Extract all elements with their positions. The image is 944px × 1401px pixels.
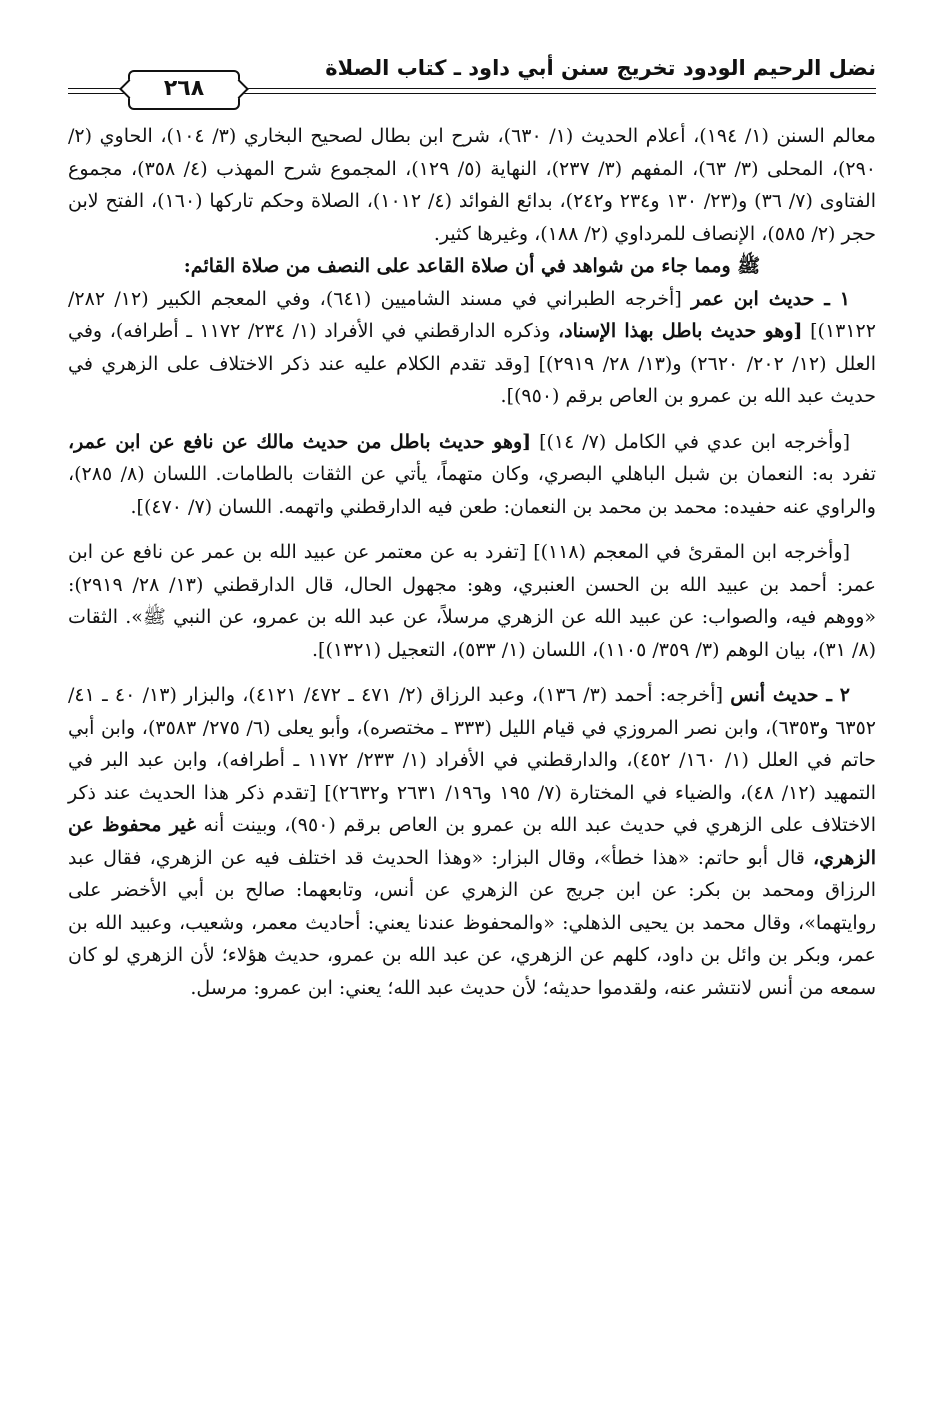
paragraph — [68, 426, 876, 524]
bold-text-segment: غير محفوظ عن الزهري، — [68, 814, 876, 869]
text-segment: [وأخرجه ابن عدي في الكامل (٧/ ١٤)] — [531, 430, 850, 453]
page-body — [68, 120, 876, 1004]
text-segment: [أخرجه: أحمد (٣/ ١٣٦)، وعبد الرزاق (٢/ ٤٧١ ـ ٤٧٢/ ٤١٢١)، والبزار (١٣/ ٤٠ ـ ٤١/ ٦٣٥٢ و٦٣٥٣)، وابن نصر المروزي في قيام الليل (٣٣٣ ـ مختصره)، وأبو يعلى (٦/ ٢٧٥/ ٣٥٨٣)، وابن أبي حاتم في العلل (١/ ١٦٠/ ٤٥٢)، والدارقطني في الأفراد (١/ ٢٣٣/ ١١٧٢ ـ أطرافه)، وابن عبد البر في التمهيد (١٢/ ٤٨)، والضياء في المختارة (٧/ ١٩٥ و١٩٦/ ٢٦٣١ و٢٦٣٢)] [تقدم ذكر هذا الحديث عند ذكر الاختلاف على الزهري في حديث عبد الله بن عمرو بن العاص برقم (٩٥٠)، وبينت أنه — [68, 684, 877, 836]
paragraph — [68, 536, 876, 666]
text-segment: تفرد به: النعمان بن شبل الباهلي البصري، وكان متهماً، يأتي عن الثقات بالطامات. اللسان (٨/ ٢٨٥)، والراوي عنه حفيده: محمد بن محمد بن النعمان: طعن فيه الدارقطني واتهمه. اللسان (٧/ ٤٧٠)]. — [68, 463, 876, 518]
paragraph — [68, 120, 876, 250]
text-segment: معالم السنن (١/ ١٩٤)، أعلام الحديث (١/ ٦٣٠)، شرح ابن بطال لصحيح البخاري (٣/ ١٠٤)، الحاوي (٢/ ٢٩٠)، المحلى (٣/ ٦٣)، المفهم (٣/ ٢٣٧)، النهاية (٥/ ١٢٩)، المجموع شرح المهذب (٤/ ٣٥٨)، مجموع الفتاوى (٧/ ٣٦) و(٢٣/ ١٣٠ و٢٣٤ و٢٤٢)، بدائع الفوائد (٤/ ١٠١٢)، الصلاة وحكم تاركها (١٦٠)، الفتح لابن حجر (٢/ ٥٨٥)، الإنصاف للمرداوي (٢/ ١٨٨)، وغيرها كثير. — [68, 125, 876, 245]
bold-text-segment: [وهو حديث باطل من حديث مالك عن نافع عن ابن عمر، — [68, 430, 532, 453]
page-header — [68, 42, 876, 106]
text-segment: [أخرجه الطبراني في مسند الشاميين (٦٤١)، وفي المعجم الكبير (١٢/ ٢٨٢/ ١٣١٢٢)] — [68, 287, 876, 342]
bold-text-segment: ١ ـ حديث ابن عمر — [691, 287, 850, 310]
text-segment: قال أبو حاتم: «هذا خطأ»، وقال البزار: «وهذا الحديث قد اختلف فيه عن الزهري، فقال عبد الرزاق ومحمد بن بكر: عن ابن جريج عن الزهري عن أنس، وتابعهما: صالح بن أبي الأخضر على روايتهما»، وقال محمد بن يحيى الذهلي: «والمحفوظ عندنا يعني: أحاديث معمر، وشعيب، وعبيد الله بن عمر، وبكر بن وائل بن داود، كلهم عن الزهري، عن عبد الله بن عمرو، حديث هؤلاء؛ لأن الزهري لو كان سمعه من أنس لانتشر عنه، ولقدموا حديثه؛ لأن حديث عبد الله؛ يعني: ابن عمرو: مرسل. — [68, 846, 876, 999]
bold-text-segment: ﷺ ومما جاء من شواهد في أن صلاة القاعد على النصف من صلاة القائم: — [183, 255, 761, 277]
paragraph — [68, 283, 876, 413]
running-title: نضل الرحيم الودود تخريج سنن أبي داود ـ كتاب الصلاة — [325, 56, 876, 80]
page-number: ٢٦٨ — [128, 70, 240, 110]
text-segment: وذكره الدارقطني في الأفراد (١/ ٢٣٤/ ١١٧٢ ـ أطرافه)، وفي العلل (١٢/ ٢٠٢/ ٢٦٢٠) و(١٣/ ٢٨/ ٢٩١٩)] [وقد تقدم الكلام عليه عند ذكر الاختلاف على الزهري في حديث عبد الله بن عمرو بن العاص برقم (٩٥٠)]. — [68, 320, 876, 407]
text-segment: [وأخرجه ابن المقرئ في المعجم (١١٨)] [تفرد به عن معتمر عن عبيد الله بن عمر عن نافع عن ابن عمر: أحمد بن عبيد الله بن الحسن العنبري، وهو: مجهول الحال، قال الدارقطني (١٣/ ٢٨/ ٢٩١٩): «ووهم فيه، والصواب: عن عبيد الله عن الزهري مرسلاً، عن عبد الله بن عمرو، عن النبي ﷺ». الثقات (٨/ ٣١)، بيان الوهم (٣/ ٣٥٩/ ١١٠٥)، اللسان (١/ ٥٣٣)، التعجيل (١٣٢١)]. — [68, 541, 876, 661]
section-heading — [68, 250, 876, 283]
bold-text-segment: ٢ ـ حديث أنس — [730, 684, 850, 706]
paragraph — [68, 679, 876, 1004]
bold-text-segment: [وهو حديث باطل بهذا الإسناد، — [557, 320, 803, 342]
